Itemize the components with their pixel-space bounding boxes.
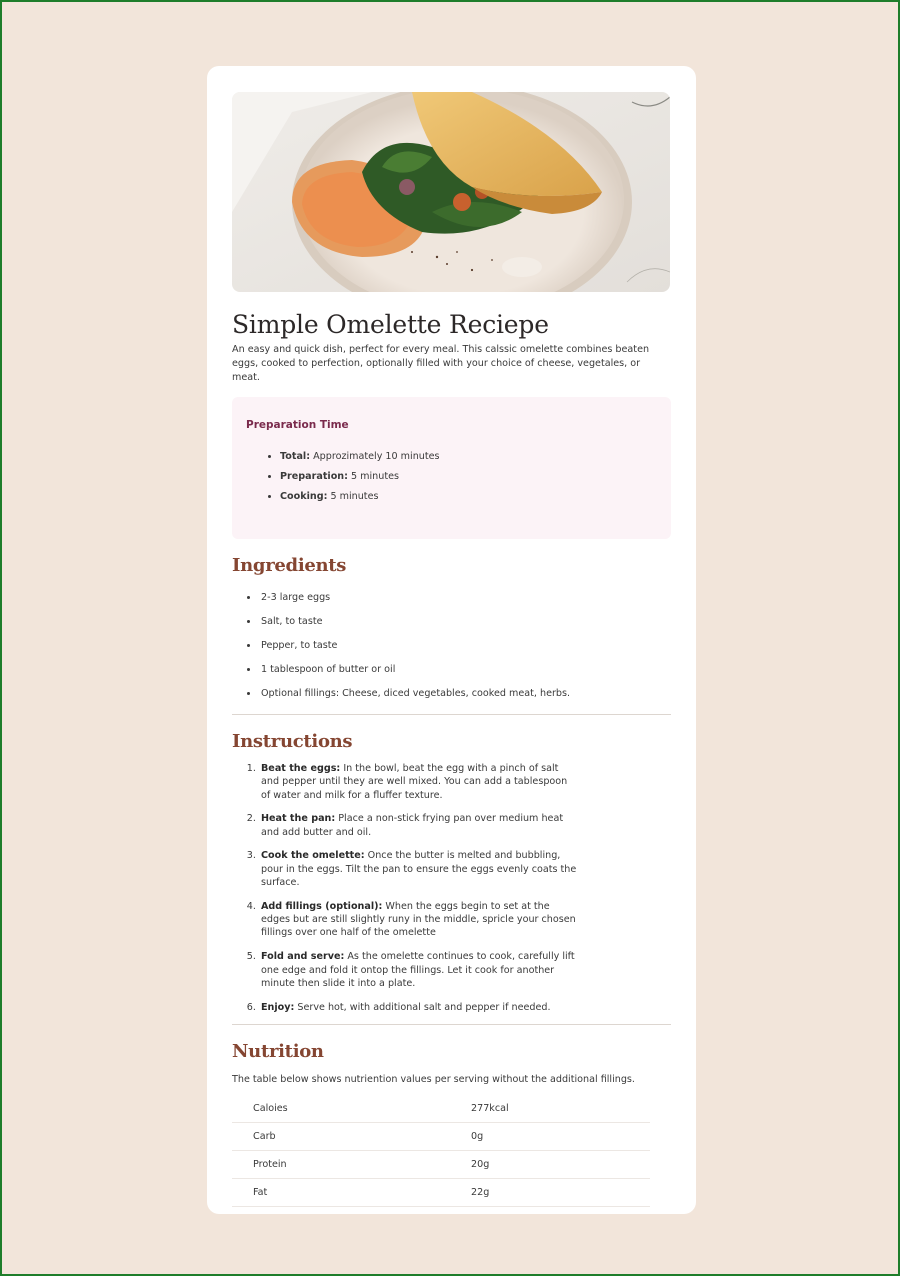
ingredients-list [232,586,671,706]
prep-item-preparation: • Preparation: 5 minutes [280,467,657,487]
instruction-step: 3. Cook the omelette: Once the butter is melted and bubbling, pour in the eggs. Tilt the pan to ensure the eggs evenly coats the surface. [259,849,577,889]
table-row: Carb 0g [232,1123,650,1151]
instruction-step: 5. Fold and serve: As the omelette continues to cook, carefully lift one edge and fold it ontop the fillings. Let it cook for another minute then slide it into a plate. [259,950,577,990]
instruction-step: 4. Add fillings (optional): When the eggs begin to set at the edges but are still slightly runy in the middle, spricle your chosen fillings over one half of the omelette [259,900,577,940]
divider [232,714,671,715]
recipe-intro: An easy and quick dish, perfect for every meal. This calssic omelette combines beaten eggs, cooked to perfection, optionally filled with your choice of cheese, vegetales, or meat. [232,344,650,383]
nutrition-table [232,1095,650,1207]
divider [232,1024,671,1025]
table-row: Protein 20g [232,1151,650,1179]
preparation-time-list [246,447,657,507]
list-item: • Pepper, to taste [259,634,671,658]
recipe-title: Simple Omelette Reciepe [232,310,549,339]
table-row: Fat 22g [232,1179,650,1207]
instruction-step: 1. Beat the eggs: In the bowl, beat the egg with a pinch of salt and pepper until they are well mixed. You can add a tablespoon of water and milk for a fluffer texture. [259,762,577,802]
list-item: • 2-3 large eggs [259,586,671,610]
list-item: • 1 tablespoon of butter or oil [259,658,671,682]
nutrition-heading: Nutrition [232,1041,324,1063]
prep-item-cooking: • Cooking: 5 minutes [280,487,657,507]
recipe-card [207,66,696,1214]
ingredients-heading: Ingredients [232,555,347,576]
nutrition-intro: The table below shows nutriention values per serving without the additional fillings. [232,1074,635,1086]
preparation-time-box [232,397,671,539]
table-row: Caloies 277kcal [232,1095,650,1123]
list-item: • Optional fillings: Cheese, diced vegetables, cooked meat, herbs. [259,682,671,706]
instructions-heading: Instructions [232,731,353,752]
preparation-time-title: Preparation Time [246,419,349,431]
instruction-step: 2. Heat the pan: Place a non-stick frying pan over medium heat and add butter and oil. [259,812,577,839]
instructions-list [232,762,577,1014]
prep-item-total: • Total: Approzimately 10 minutes [280,447,657,467]
omelette-photo [232,92,670,292]
instruction-step: 6. Enjoy: Serve hot, with additional salt and pepper if needed. [259,1001,577,1014]
list-item: • Salt, to taste [259,610,671,634]
